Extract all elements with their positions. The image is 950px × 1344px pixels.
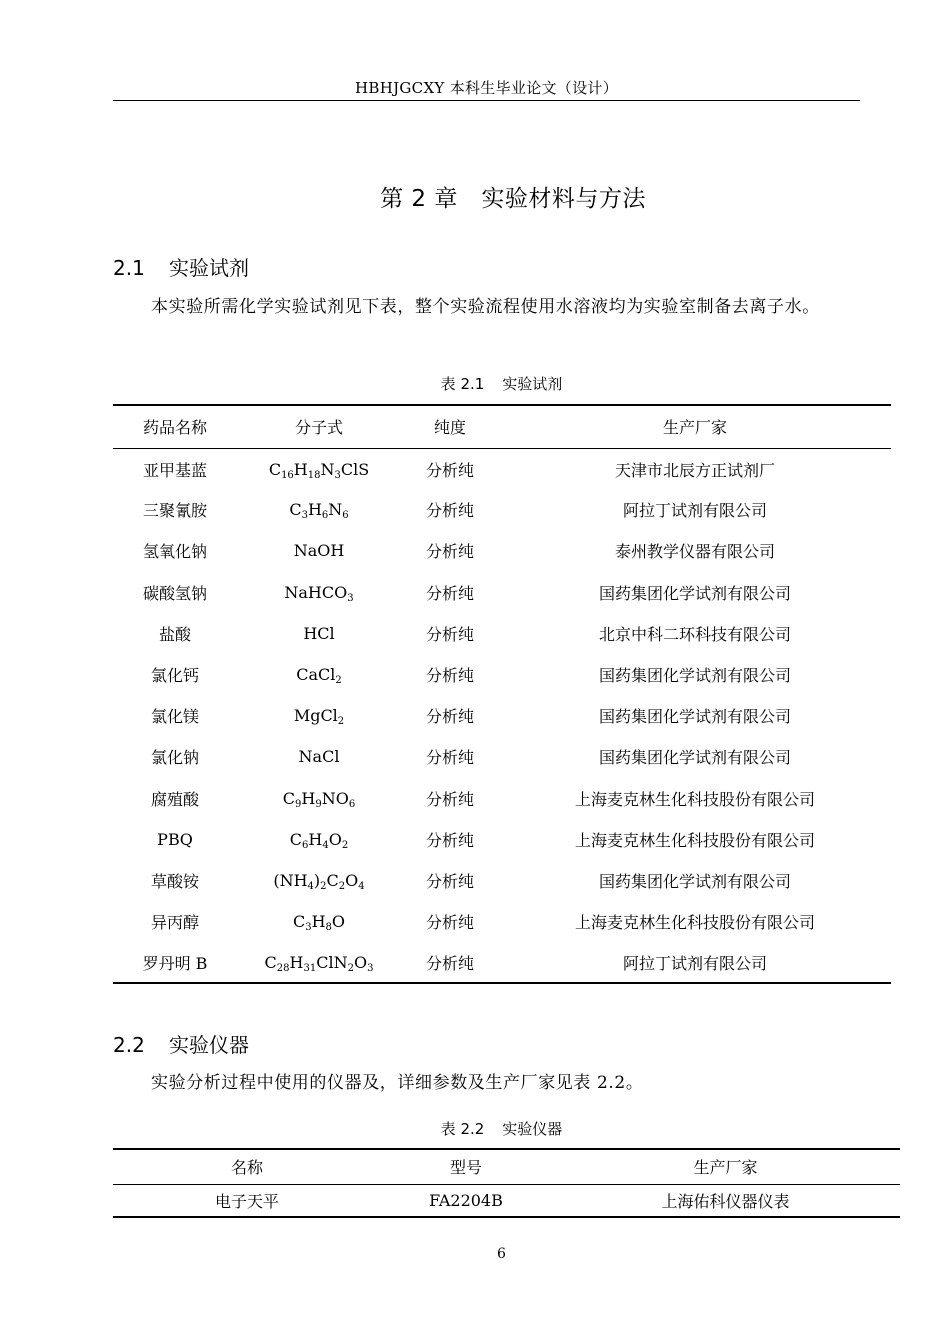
cell-manufacturer: 天津市北辰方正试剂厂	[614, 461, 775, 481]
formula-text: C	[264, 952, 277, 972]
formula-subscript: 28	[276, 962, 290, 974]
cell-purity: 分析纯	[425, 666, 474, 686]
table-row	[113, 613, 891, 654]
cell-instrument-name: 电子天平	[214, 1191, 279, 1211]
cell-manufacturer: 上海佑科仪器仪表	[661, 1191, 790, 1211]
formula-subscript: 4	[358, 880, 365, 892]
cell-reagent-name: 碳酸氢钠	[142, 583, 207, 603]
formula-text: O	[328, 829, 342, 849]
column-header-model: 型号	[449, 1158, 482, 1178]
cell-reagent-name: 氢氧化钠	[142, 542, 207, 562]
cell-molecular-formula	[237, 448, 401, 489]
table-row	[113, 489, 891, 530]
formula-text: H	[308, 829, 323, 849]
page-number: 6	[497, 1246, 506, 1262]
cell-purity: 分析纯	[425, 542, 474, 562]
cell-molecular-formula	[237, 942, 401, 983]
formula-text: O	[345, 870, 359, 890]
cell-purity: 分析纯	[425, 624, 474, 644]
column-header-name: 名称	[230, 1158, 263, 1178]
section-title-text: 实验仪器	[169, 1033, 249, 1057]
formula-text: C	[289, 500, 302, 520]
formula-subscript: 6	[321, 510, 329, 522]
table-caption-label: 表 2.2	[440, 1120, 485, 1138]
cell-purity: 分析纯	[425, 461, 474, 481]
formula-text: O	[331, 912, 346, 932]
formula-subscript: 8	[325, 922, 332, 934]
table-row	[113, 942, 891, 983]
table-caption-2-1	[113, 373, 890, 394]
cell-reagent-name: 罗丹明 B	[142, 953, 208, 973]
paragraph-instruments: 实验分析过程中使用的仪器及，详细参数及生产厂家见表 2.2。	[151, 1073, 644, 1093]
table-row	[113, 860, 891, 901]
cell-purity: 分析纯	[425, 501, 474, 521]
formula-text: C	[282, 788, 296, 808]
formula-text: NaOH	[293, 541, 345, 561]
reagents-table-body	[113, 448, 891, 983]
cell-reagent-name: PBQ	[157, 829, 193, 849]
column-header-name: 药品名称	[142, 418, 207, 438]
column-header-manufacturer: 生产厂家	[693, 1158, 758, 1178]
formula-text: H	[307, 500, 322, 520]
cell-molecular-formula	[237, 695, 401, 736]
cell-molecular-formula	[237, 736, 401, 777]
section-number: 2.1	[113, 256, 145, 280]
formula-subscript: 2	[335, 675, 342, 687]
table-row	[113, 1184, 900, 1217]
table-row	[113, 778, 891, 819]
formula-subscript: 4	[307, 880, 314, 892]
formula-text: CaCl	[296, 665, 336, 685]
cell-reagent-name: 氯化钠	[150, 748, 199, 768]
cell-molecular-formula	[237, 654, 401, 695]
cell-molecular-formula	[237, 489, 401, 530]
reagents-table	[113, 404, 891, 984]
formula-text: N	[320, 460, 335, 480]
formula-subscript: 3	[334, 470, 341, 482]
formula-text: C	[292, 912, 306, 932]
cell-manufacturer: 泰州教学仪器有限公司	[614, 542, 775, 562]
formula-subscript: 2	[341, 839, 349, 851]
section-title-text: 实验试剂	[169, 256, 249, 280]
cell-molecular-formula	[237, 613, 401, 654]
instruments-table-body	[113, 1184, 900, 1217]
instruments-table	[113, 1148, 900, 1218]
cell-molecular-formula	[237, 901, 401, 942]
section-heading-2-1	[113, 252, 249, 281]
formula-text: C	[268, 460, 282, 480]
formula-subscript: 3	[347, 592, 354, 604]
cell-manufacturer: 国药集团化学试剂有限公司	[598, 871, 791, 891]
cell-purity: 分析纯	[425, 789, 474, 809]
table-caption-title: 实验仪器	[502, 1120, 563, 1138]
cell-purity: 分析纯	[425, 913, 474, 933]
formula-subscript: 16	[281, 470, 294, 482]
cell-purity: 分析纯	[425, 871, 474, 891]
formula-subscript: 4	[322, 839, 329, 851]
formula-subscript: 9	[315, 798, 322, 810]
formula-subscript: 6	[302, 839, 309, 851]
formula-subscript: 6	[342, 510, 349, 522]
chapter-title: 第 2 章 实验材料与方法	[380, 186, 646, 212]
formula-subscript: 2	[347, 962, 354, 974]
formula-subscript: 9	[295, 798, 302, 810]
formula-text: HCl	[303, 623, 335, 643]
cell-reagent-name: 异丙醇	[150, 913, 199, 933]
cell-molecular-formula	[237, 860, 401, 901]
table-caption-title: 实验试剂	[502, 375, 563, 393]
formula-text: NaHCO	[284, 582, 348, 602]
cell-molecular-formula	[237, 819, 401, 860]
formula-text: MgCl	[293, 706, 338, 726]
table-header-row	[113, 405, 891, 448]
cell-manufacturer: 阿拉丁试剂有限公司	[622, 953, 767, 973]
column-header-manufacturer: 生产厂家	[662, 418, 727, 438]
cell-manufacturer: 阿拉丁试剂有限公司	[622, 501, 767, 521]
section-heading-2-2	[113, 1029, 249, 1058]
table-row	[113, 695, 891, 736]
table-row	[113, 448, 891, 489]
cell-reagent-name: 草酸铵	[150, 871, 199, 891]
paragraph-reagents: 本实验所需化学实验试剂见下表，整个实验流程使用水溶液均为实验室制备去离子水。	[151, 297, 820, 317]
header-rule	[113, 100, 860, 101]
cell-manufacturer: 北京中科二环科技有限公司	[598, 624, 791, 644]
formula-text: H	[311, 912, 326, 932]
table-row	[113, 736, 891, 777]
table-caption-2-2	[113, 1118, 890, 1139]
cell-manufacturer: 国药集团化学试剂有限公司	[598, 748, 791, 768]
table-caption-label: 表 2.1	[440, 375, 485, 393]
cell-reagent-name: 腐殖酸	[150, 789, 199, 809]
column-header-purity: 纯度	[433, 418, 466, 438]
formula-subscript: 3	[301, 510, 308, 522]
formula-subscript: 3	[367, 962, 374, 974]
formula-subscript: 2	[338, 880, 346, 892]
cell-model: FA2204B	[429, 1190, 503, 1210]
table-header-row	[113, 1149, 900, 1184]
section-number: 2.2	[113, 1033, 145, 1057]
formula-text: H	[289, 952, 304, 972]
formula-subscript: 31	[303, 962, 317, 974]
cell-manufacturer: 国药集团化学试剂有限公司	[598, 707, 791, 727]
cell-manufacturer: 上海麦克林生化科技股份有限公司	[574, 789, 815, 809]
cell-reagent-name: 盐酸	[158, 624, 191, 644]
table-row	[113, 901, 891, 942]
formula-text: C	[289, 829, 303, 849]
formula-subscript: 3	[305, 922, 312, 934]
cell-manufacturer: 上海麦克林生化科技股份有限公司	[574, 830, 815, 850]
formula-text: NaCl	[298, 747, 340, 767]
cell-molecular-formula	[237, 778, 401, 819]
cell-reagent-name: 氯化钙	[150, 666, 199, 686]
formula-text: N	[328, 500, 343, 520]
column-header-formula: 分子式	[294, 418, 343, 438]
cell-reagent-name: 三聚氰胺	[142, 501, 207, 521]
cell-manufacturer: 上海麦克林生化科技股份有限公司	[574, 913, 815, 933]
cell-molecular-formula	[237, 530, 401, 571]
cell-manufacturer: 国药集团化学试剂有限公司	[598, 583, 791, 603]
formula-text: NO	[321, 788, 349, 808]
formula-text: H	[301, 788, 316, 808]
formula-subscript: 18	[307, 470, 321, 482]
formula-subscript: 6	[348, 798, 356, 810]
cell-manufacturer: 国药集团化学试剂有限公司	[598, 666, 791, 686]
table-row	[113, 530, 891, 571]
formula-text: ClN	[316, 952, 348, 972]
cell-purity: 分析纯	[425, 953, 474, 973]
cell-purity: 分析纯	[425, 583, 474, 603]
cell-reagent-name: 氯化镁	[150, 707, 199, 727]
formula-subscript: 2	[337, 716, 345, 728]
formula-text: ClS	[340, 460, 370, 480]
cell-molecular-formula	[237, 572, 401, 613]
cell-reagent-name: 亚甲基蓝	[142, 461, 207, 481]
table-row	[113, 572, 891, 613]
formula-text: H	[293, 460, 308, 480]
formula-text: )	[313, 870, 321, 890]
formula-text: (NH	[273, 870, 308, 890]
table-row	[113, 819, 891, 860]
table-row	[113, 654, 891, 695]
formula-text: C	[326, 870, 339, 890]
running-header: HBHJGCXY 本科生毕业论文（设计）	[354, 79, 618, 97]
formula-text: O	[353, 952, 368, 972]
cell-purity: 分析纯	[425, 707, 474, 727]
cell-purity: 分析纯	[425, 748, 474, 768]
cell-purity: 分析纯	[425, 830, 474, 850]
formula-subscript: 2	[320, 880, 327, 892]
